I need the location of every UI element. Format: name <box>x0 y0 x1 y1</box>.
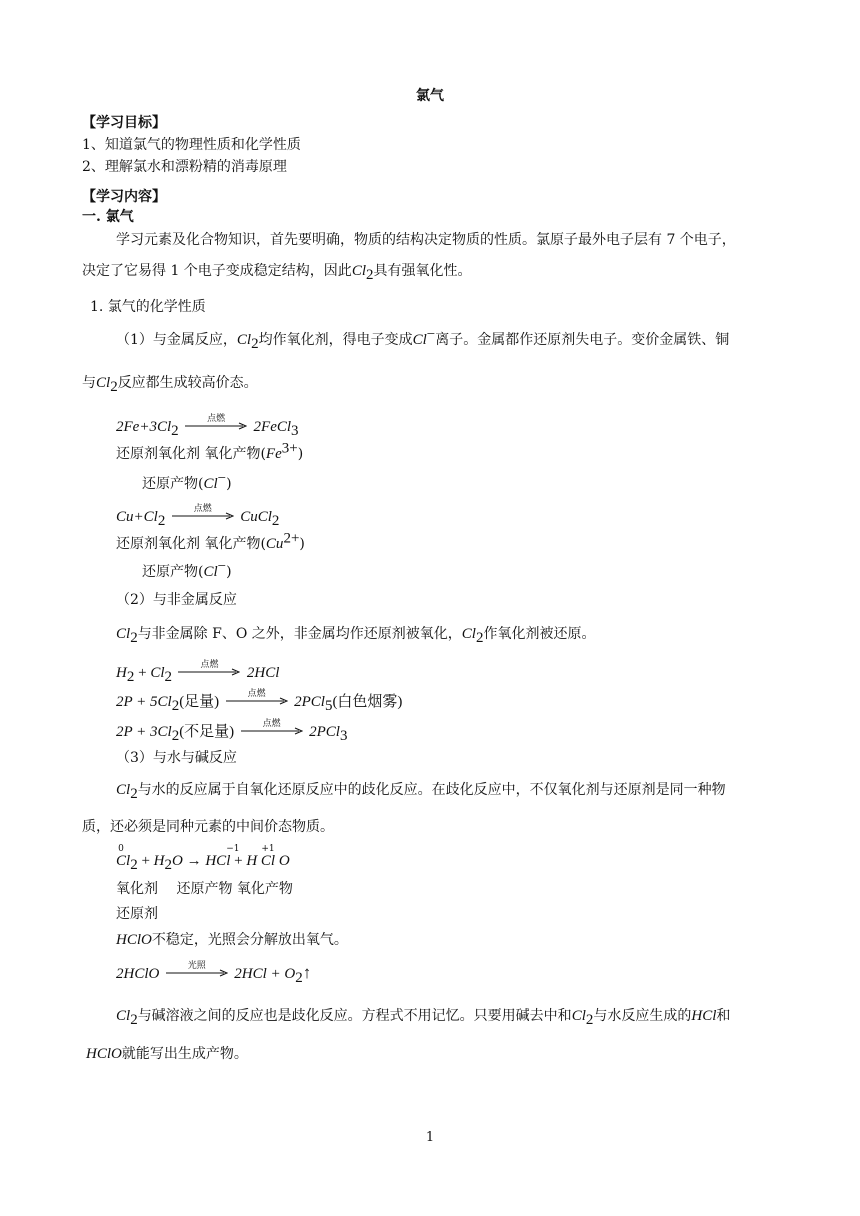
metal-reaction-line-1: （1）与金属反应，$Cl_2$均作氧化剂，得电子变成Cl−离子。金属都作还原剂失电子。变价金属铁、铜 <box>116 326 730 352</box>
page-title: 氯气 <box>416 88 444 104</box>
equation-p-limited-cl2: $2P + 3Cl_2$(不足量) 点燃 2PCl$_3$ <box>116 719 348 744</box>
equation-cl2-water-reducer: 还原剂 <box>116 906 158 922</box>
equation-cl2-water-roles: 氧化剂 还原产物 氧化产物 <box>116 881 293 897</box>
base-reaction-text-2: HClO就能写出生成产物。 <box>86 1046 248 1062</box>
reaction-arrow: 光照 <box>166 965 228 979</box>
equation-fe-reduced-product: 还原产物(Cl−) <box>142 470 232 492</box>
intro-line-2: 决定了它易得 1 个电子变成稳定结构，因此$Cl_2$具有强氧化性。 <box>82 263 472 283</box>
equation-cu-roles: 还原剂氧化剂 氧化产物$(Cu^{2+})$ <box>116 530 305 552</box>
equation-fe-cl2: $2Fe+3Cl_2$ 点燃 2FeCl$_3$ <box>116 414 299 439</box>
disproportionation-text-2: 质，还必须是同种元素的中间价态物质。 <box>82 819 334 835</box>
goal-item-2: 2、理解氯水和漂粉精的消毒原理 <box>82 159 287 175</box>
nonmetal-reaction-text: $Cl_2$与非金属除 F、O 之外，非金属均作还原剂被氧化，$Cl_2$作氧化剂被还原。 <box>116 626 596 646</box>
equation-p-excess-cl2: $2P + 5Cl_2$(足量) 点燃 2PCl$_5$(白色烟雾) <box>116 689 403 714</box>
subsection-heading-properties: 1. 氯气的化学性质 <box>90 299 206 315</box>
reaction-arrow: 点燃 <box>241 723 303 737</box>
base-reaction-text-1: $Cl_2$与碱溶液之间的反应也是歧化反应。方程式不用记忆。只要用碱去中和$Cl_2$与水反应生成的HCl和 <box>116 1008 731 1028</box>
equation-h2-cl2: $H_2 + Cl_2$ 点燃 2HCl <box>116 660 280 685</box>
equation-cu-cl2: $Cu+Cl_2$ 点燃 CuCl$_2$ <box>116 504 280 529</box>
content-heading: 【学习内容】 <box>82 189 166 205</box>
intro-line-1: 学习元素及化合物知识，首先要明确，物质的结构决定物质的性质。氯原子最外电子层有 7 个电子， <box>116 232 736 248</box>
reaction-arrow: 点燃 <box>185 418 247 432</box>
nonmetal-reaction-heading: （2）与非金属反应 <box>116 592 237 608</box>
equation-cl2-water: 0 $Cl_2 + H_2O$ → HC −1 l + H +1 Cl O <box>116 844 290 873</box>
equation-fe-roles: 还原剂氧化剂 氧化产物$(Fe^{3+})$ <box>116 440 304 462</box>
reaction-arrow: 点燃 <box>172 508 234 522</box>
page-number: 1 <box>425 1130 435 1145</box>
goal-item-1: 1、知道氯气的物理性质和化学性质 <box>82 137 301 153</box>
water-base-reaction-heading: （3）与水与碱反应 <box>116 750 237 766</box>
disproportionation-text-1: $Cl_2$与水的反应属于自氧化还原反应中的歧化反应。在歧化反应中，不仅氧化剂与还原剂是同一种物 <box>116 782 726 802</box>
metal-reaction-line-2: 与$Cl_2$反应都生成较高价态。 <box>82 375 258 395</box>
reaction-arrow: 点燃 <box>226 693 288 707</box>
section-heading-chlorine: 一. 氯气 <box>82 209 134 225</box>
equation-cu-reduced-product: 还原产物(Cl−) <box>142 558 232 580</box>
hclo-unstable-text: HClO不稳定，光照会分解放出氧气。 <box>116 932 348 948</box>
equation-hclo-decomposition: 2HClO 光照 $2HCl + O_2↑$ <box>116 961 312 986</box>
reaction-arrow: 点燃 <box>178 664 240 678</box>
goals-heading: 【学习目标】 <box>82 115 166 131</box>
